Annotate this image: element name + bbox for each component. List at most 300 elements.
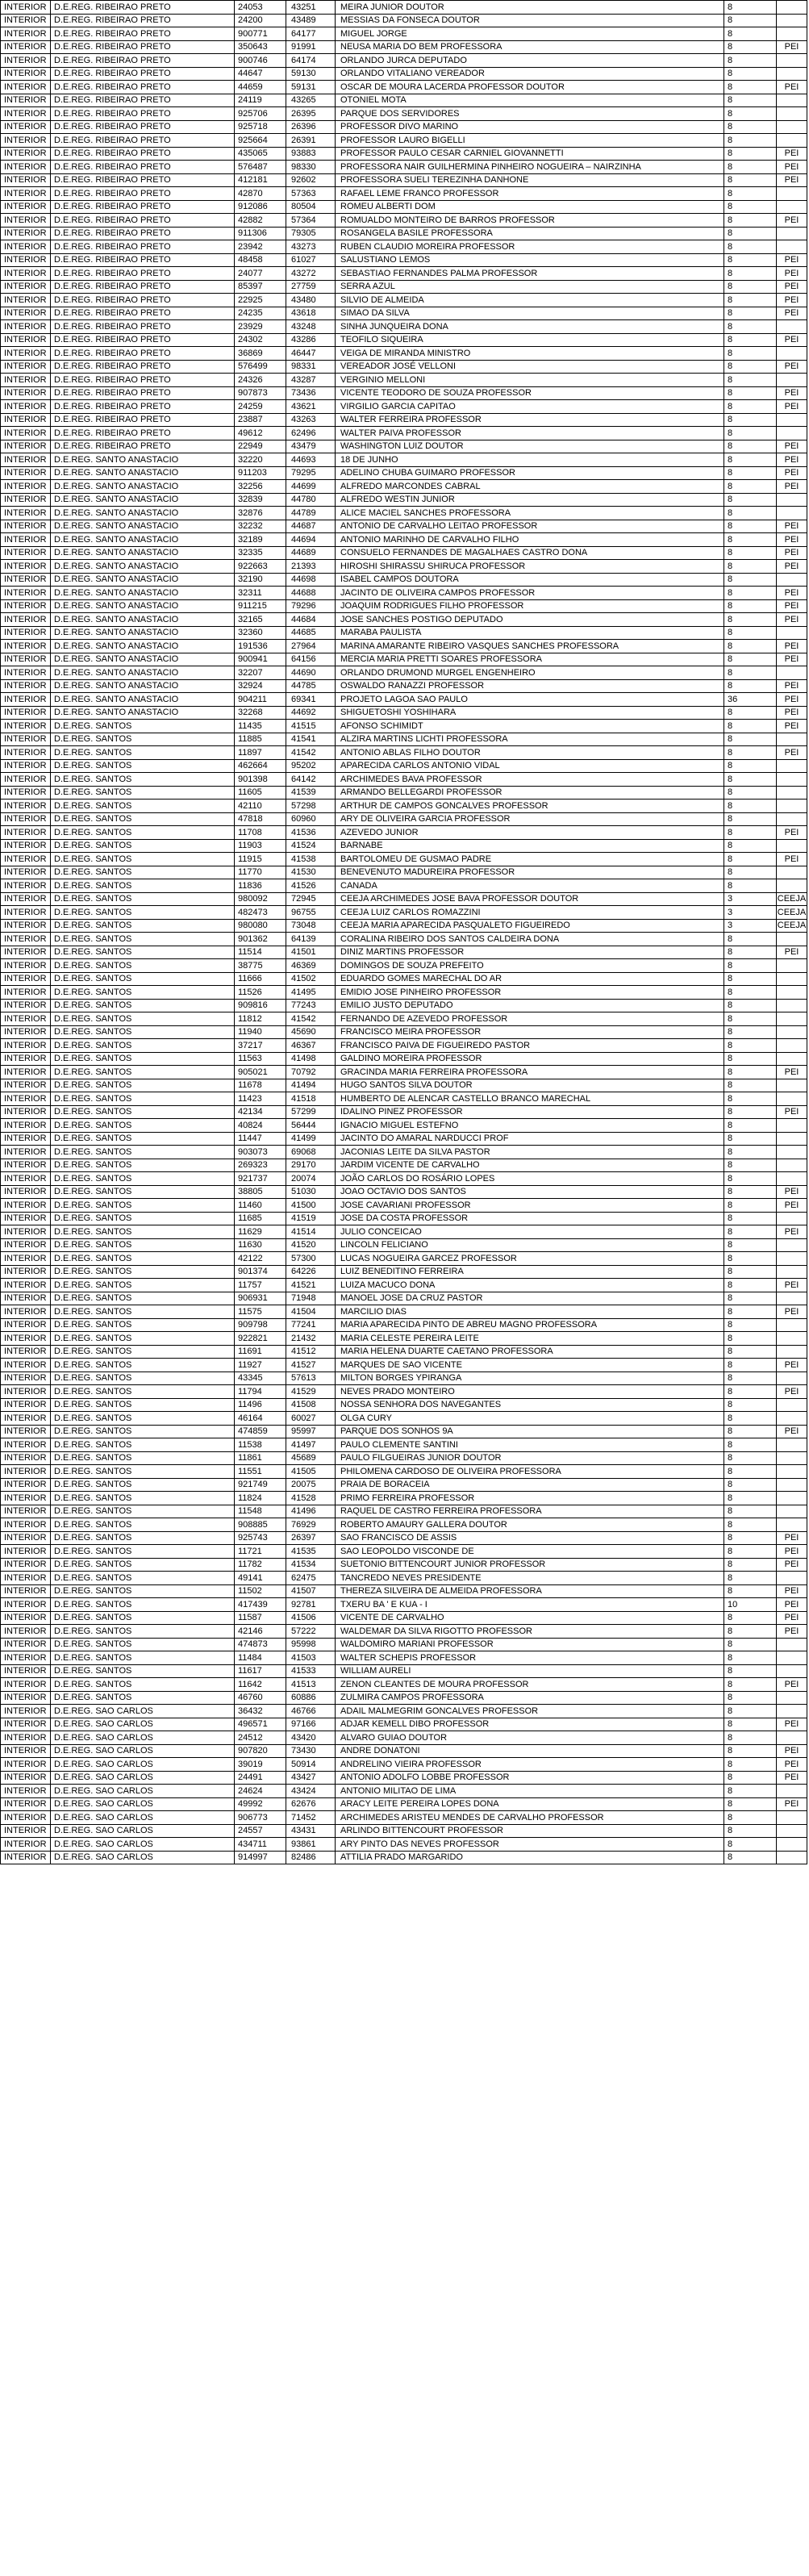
directorate-cell: D.E.REG. SAO CARLOS: [51, 1771, 235, 1785]
school-name-cell: PRAIA DE BORACEIA: [336, 1478, 724, 1492]
directorate-cell: D.E.REG. SANTOS: [51, 1225, 235, 1239]
directorate-cell: D.E.REG. SANTOS: [51, 1105, 235, 1119]
school-name-cell: HUGO SANTOS SILVA DOUTOR: [336, 1079, 724, 1092]
directorate-cell: D.E.REG. SANTOS: [51, 826, 235, 840]
program-cell: [777, 1025, 807, 1039]
school-code-cell: 412181: [235, 173, 286, 187]
school-code-cell: 11484: [235, 1651, 286, 1665]
directorate-cell: D.E.REG. RIBEIRAO PRETO: [51, 280, 235, 294]
program-cell: [777, 866, 807, 879]
unit-code-cell: 41519: [286, 1212, 336, 1225]
school-code-cell: 11824: [235, 1492, 286, 1505]
unit-code-cell: 46367: [286, 1039, 336, 1053]
hours-cell: 8: [724, 1146, 777, 1159]
hours-cell: 8: [724, 1785, 777, 1798]
region-cell: INTERIOR: [1, 1052, 51, 1066]
program-cell: CEEJA: [777, 919, 807, 933]
unit-code-cell: 26396: [286, 120, 336, 134]
school-name-cell: WALTER SCHEPIS PROFESSOR: [336, 1651, 724, 1665]
directorate-cell: D.E.REG. SAO CARLOS: [51, 1705, 235, 1718]
unit-code-cell: 41497: [286, 1438, 336, 1452]
hours-cell: 8: [724, 666, 777, 680]
program-cell: CEEJA: [777, 892, 807, 906]
program-cell: [777, 812, 807, 826]
hours-cell: 8: [724, 1545, 777, 1559]
hours-cell: 8: [724, 307, 777, 320]
region-cell: INTERIOR: [1, 240, 51, 254]
region-cell: INTERIOR: [1, 1505, 51, 1518]
school-code-cell: 24200: [235, 14, 286, 27]
school-name-cell: ADAIL MALMEGRIM GONCALVES PROFESSOR: [336, 1705, 724, 1718]
hours-cell: 8: [724, 1438, 777, 1452]
hours-cell: 8: [724, 440, 777, 453]
school-name-cell: PAULO FILGUEIRAS JUNIOR DOUTOR: [336, 1451, 724, 1465]
directorate-cell: D.E.REG. SANTOS: [51, 1625, 235, 1639]
school-code-cell: 925718: [235, 120, 286, 134]
table-row: [1, 640, 807, 653]
school-code-cell: 417439: [235, 1598, 286, 1612]
directorate-cell: D.E.REG. SANTOS: [51, 733, 235, 746]
hours-cell: 8: [724, 493, 777, 507]
program-cell: PEI: [777, 693, 807, 707]
program-cell: [777, 1345, 807, 1359]
table-row: [1, 440, 807, 453]
hours-cell: 8: [724, 1838, 777, 1852]
program-cell: PEI: [777, 253, 807, 267]
directorate-cell: D.E.REG. SANTOS: [51, 1119, 235, 1133]
program-cell: [777, 999, 807, 1012]
table-row: [1, 1438, 807, 1452]
region-cell: INTERIOR: [1, 1691, 51, 1705]
table-row: [1, 679, 807, 693]
region-cell: INTERIOR: [1, 1651, 51, 1665]
school-name-cell: THEREZA SILVEIRA DE ALMEIDA PROFESSORA: [336, 1584, 724, 1598]
school-name-cell: GALDINO MOREIRA PROFESSOR: [336, 1052, 724, 1066]
region-cell: INTERIOR: [1, 1851, 51, 1864]
table-row: [1, 706, 807, 720]
program-cell: [777, 972, 807, 986]
school-code-cell: 11782: [235, 1558, 286, 1572]
hours-cell: 8: [724, 1851, 777, 1864]
hours-cell: 8: [724, 720, 777, 733]
program-cell: PEI: [777, 599, 807, 613]
school-name-cell: OTONIEL MOTA: [336, 94, 724, 107]
school-code-cell: 85397: [235, 280, 286, 294]
table-row: [1, 1572, 807, 1585]
region-cell: INTERIOR: [1, 333, 51, 347]
hours-cell: 8: [724, 386, 777, 400]
directorate-cell: D.E.REG. SANTOS: [51, 759, 235, 773]
unit-code-cell: 26395: [286, 107, 336, 121]
unit-code-cell: 44698: [286, 573, 336, 587]
program-cell: PEI: [777, 679, 807, 693]
table-row: [1, 294, 807, 307]
school-code-cell: 925664: [235, 134, 286, 148]
directorate-cell: D.E.REG. SANTOS: [51, 986, 235, 1000]
table-row: [1, 919, 807, 933]
hours-cell: 8: [724, 773, 777, 787]
school-name-cell: WALDOMIRO MARIANI PROFESSOR: [336, 1638, 724, 1651]
region-cell: INTERIOR: [1, 1451, 51, 1465]
unit-code-cell: 62475: [286, 1572, 336, 1585]
school-name-cell: SILVIO DE ALMEIDA: [336, 294, 724, 307]
directorate-cell: D.E.REG. SANTO ANASTACIO: [51, 679, 235, 693]
school-code-cell: 42110: [235, 800, 286, 813]
region-cell: INTERIOR: [1, 214, 51, 228]
program-cell: [777, 773, 807, 787]
table-row: [1, 892, 807, 906]
school-code-cell: 435065: [235, 147, 286, 161]
unit-code-cell: 59130: [286, 67, 336, 81]
program-cell: PEI: [777, 40, 807, 54]
table-row: [1, 1638, 807, 1651]
region-cell: INTERIOR: [1, 1105, 51, 1119]
program-cell: PEI: [777, 400, 807, 414]
table-row: [1, 1625, 807, 1639]
hours-cell: 8: [724, 200, 777, 214]
school-code-cell: 11551: [235, 1465, 286, 1479]
table-row: [1, 1705, 807, 1718]
hours-cell: 8: [724, 946, 777, 959]
program-cell: [777, 800, 807, 813]
region-cell: INTERIOR: [1, 599, 51, 613]
region-cell: INTERIOR: [1, 666, 51, 680]
hours-cell: 8: [724, 253, 777, 267]
directorate-cell: D.E.REG. SANTOS: [51, 1398, 235, 1412]
directorate-cell: D.E.REG. RIBEIRAO PRETO: [51, 81, 235, 94]
program-cell: PEI: [777, 1359, 807, 1372]
school-name-cell: VEIGA DE MIRANDA MINISTRO: [336, 347, 724, 361]
school-code-cell: 911215: [235, 599, 286, 613]
unit-code-cell: 57364: [286, 214, 336, 228]
region-cell: INTERIOR: [1, 374, 51, 387]
program-cell: [777, 227, 807, 240]
hours-cell: 8: [724, 679, 777, 693]
region-cell: INTERIOR: [1, 480, 51, 494]
hours-cell: 8: [724, 1744, 777, 1758]
school-code-cell: 11575: [235, 1305, 286, 1319]
unit-code-cell: 43272: [286, 267, 336, 281]
table-row: [1, 507, 807, 520]
table-row: [1, 1505, 807, 1518]
program-cell: [777, 1731, 807, 1745]
hours-cell: 8: [724, 1758, 777, 1772]
table-row: [1, 1478, 807, 1492]
program-cell: [777, 1292, 807, 1305]
program-cell: [777, 134, 807, 148]
hours-cell: 8: [724, 1305, 777, 1319]
school-code-cell: 980080: [235, 919, 286, 933]
school-name-cell: WALDEMAR DA SILVA RIGOTTO PROFESSOR: [336, 1625, 724, 1639]
school-code-cell: 24557: [235, 1824, 286, 1838]
directorate-cell: D.E.REG. SANTO ANASTACIO: [51, 613, 235, 627]
school-code-cell: 11514: [235, 946, 286, 959]
unit-code-cell: 41538: [286, 853, 336, 866]
school-name-cell: EDUARDO GOMES MARECHAL DO AR: [336, 972, 724, 986]
unit-code-cell: 44693: [286, 453, 336, 467]
program-cell: [777, 187, 807, 201]
table-row: [1, 1664, 807, 1678]
directorate-cell: D.E.REG. SANTO ANASTACIO: [51, 573, 235, 587]
table-row: [1, 1771, 807, 1785]
table-row: [1, 1079, 807, 1092]
region-cell: INTERIOR: [1, 1744, 51, 1758]
school-code-cell: 32190: [235, 573, 286, 587]
school-name-cell: ADJAR KEMELL DIBO PROFESSOR: [336, 1718, 724, 1731]
school-name-cell: PRIMO FERREIRA PROFESSOR: [336, 1492, 724, 1505]
unit-code-cell: 95997: [286, 1425, 336, 1438]
table-row: [1, 1252, 807, 1266]
directorate-cell: D.E.REG. RIBEIRAO PRETO: [51, 253, 235, 267]
region-cell: INTERIOR: [1, 1572, 51, 1585]
school-code-cell: 23942: [235, 240, 286, 254]
table-row: [1, 161, 807, 174]
school-name-cell: ZULMIRA CAMPOS PROFESSORA: [336, 1691, 724, 1705]
hours-cell: 8: [724, 280, 777, 294]
directorate-cell: D.E.REG. RIBEIRAO PRETO: [51, 400, 235, 414]
hours-cell: 8: [724, 1492, 777, 1505]
hours-cell: 8: [724, 347, 777, 361]
directorate-cell: D.E.REG. RIBEIRAO PRETO: [51, 27, 235, 41]
school-code-cell: 980092: [235, 892, 286, 906]
unit-code-cell: 43286: [286, 333, 336, 347]
hours-cell: 8: [724, 54, 777, 68]
program-cell: PEI: [777, 1425, 807, 1438]
hours-cell: 8: [724, 107, 777, 121]
unit-code-cell: 41541: [286, 733, 336, 746]
table-row: [1, 81, 807, 94]
school-code-cell: 904211: [235, 693, 286, 707]
school-code-cell: 11548: [235, 1505, 286, 1518]
hours-cell: 8: [724, 1279, 777, 1292]
unit-code-cell: 41512: [286, 1345, 336, 1359]
school-code-cell: 36869: [235, 347, 286, 361]
school-code-cell: 42122: [235, 1252, 286, 1266]
region-cell: INTERIOR: [1, 546, 51, 560]
directorate-cell: D.E.REG. SANTOS: [51, 1066, 235, 1079]
school-name-cell: FRANCISCO MEIRA PROFESSOR: [336, 1025, 724, 1039]
hours-cell: 8: [724, 812, 777, 826]
unit-code-cell: 64156: [286, 653, 336, 666]
directorate-cell: D.E.REG. RIBEIRAO PRETO: [51, 94, 235, 107]
table-row: [1, 427, 807, 440]
unit-code-cell: 43265: [286, 94, 336, 107]
school-name-cell: JOSE CAVARIANI PROFESSOR: [336, 1199, 724, 1213]
region-cell: INTERIOR: [1, 14, 51, 27]
region-cell: INTERIOR: [1, 759, 51, 773]
school-name-cell: SHIGUETOSHI YOSHIHARA: [336, 706, 724, 720]
school-name-cell: ALICE MACIEL SANCHES PROFESSORA: [336, 507, 724, 520]
program-cell: [777, 1638, 807, 1651]
school-code-cell: 912086: [235, 200, 286, 214]
directorate-cell: D.E.REG. SAO CARLOS: [51, 1758, 235, 1772]
table-row: [1, 1185, 807, 1199]
program-cell: PEI: [777, 360, 807, 374]
hours-cell: 8: [724, 1105, 777, 1119]
unit-code-cell: 41542: [286, 1012, 336, 1026]
school-code-cell: 11915: [235, 853, 286, 866]
school-code-cell: 42870: [235, 187, 286, 201]
region-cell: INTERIOR: [1, 94, 51, 107]
school-name-cell: ANTONIO ADOLFO LOBBE PROFESSOR: [336, 1771, 724, 1785]
directorate-cell: D.E.REG. SANTOS: [51, 853, 235, 866]
school-name-cell: BARTOLOMEU DE GUSMAO PADRE: [336, 853, 724, 866]
hours-cell: 8: [724, 959, 777, 973]
region-cell: INTERIOR: [1, 959, 51, 973]
program-cell: [777, 1092, 807, 1106]
program-cell: PEI: [777, 1797, 807, 1811]
hours-cell: 8: [724, 1584, 777, 1598]
directorate-cell: D.E.REG. SANTOS: [51, 1505, 235, 1518]
hours-cell: 8: [724, 1345, 777, 1359]
program-cell: [777, 1824, 807, 1838]
school-code-cell: 11708: [235, 826, 286, 840]
program-cell: [777, 320, 807, 334]
hours-cell: 8: [724, 573, 777, 587]
directorate-cell: D.E.REG. SANTOS: [51, 1385, 235, 1399]
hours-cell: 8: [724, 267, 777, 281]
unit-code-cell: 43489: [286, 14, 336, 27]
table-row: [1, 173, 807, 187]
table-row: [1, 693, 807, 707]
school-name-cell: ARACY LEITE PEREIRA LOPES DONA: [336, 1797, 724, 1811]
directorate-cell: D.E.REG. SANTOS: [51, 1146, 235, 1159]
region-cell: INTERIOR: [1, 147, 51, 161]
program-cell: PEI: [777, 853, 807, 866]
program-cell: PEI: [777, 613, 807, 627]
school-name-cell: SAO LEOPOLDO VISCONDE DE: [336, 1545, 724, 1559]
region-cell: INTERIOR: [1, 839, 51, 853]
table-row: [1, 480, 807, 494]
hours-cell: 8: [724, 173, 777, 187]
hours-cell: 8: [724, 227, 777, 240]
table-row: [1, 1305, 807, 1319]
school-name-cell: JULIO CONCEICAO: [336, 1225, 724, 1239]
school-code-cell: 43345: [235, 1372, 286, 1385]
program-cell: [777, 507, 807, 520]
school-code-cell: 23929: [235, 320, 286, 334]
directorate-cell: D.E.REG. SANTOS: [51, 800, 235, 813]
unit-code-cell: 41542: [286, 746, 336, 760]
school-code-cell: 24624: [235, 1785, 286, 1798]
directorate-cell: D.E.REG. SANTO ANASTACIO: [51, 507, 235, 520]
hours-cell: 8: [724, 94, 777, 107]
table-row: [1, 1318, 807, 1332]
region-cell: INTERIOR: [1, 1584, 51, 1598]
region-cell: INTERIOR: [1, 427, 51, 440]
program-cell: [777, 1465, 807, 1479]
region-cell: INTERIOR: [1, 134, 51, 148]
program-cell: PEI: [777, 1545, 807, 1559]
school-name-cell: ORLANDO JURCA DEPUTADO: [336, 54, 724, 68]
unit-code-cell: 76929: [286, 1518, 336, 1532]
directorate-cell: D.E.REG. RIBEIRAO PRETO: [51, 240, 235, 254]
school-code-cell: 925743: [235, 1531, 286, 1545]
directorate-cell: D.E.REG. SANTOS: [51, 786, 235, 800]
unit-code-cell: 44789: [286, 507, 336, 520]
directorate-cell: D.E.REG. SANTOS: [51, 1079, 235, 1092]
directorate-cell: D.E.REG. RIBEIRAO PRETO: [51, 214, 235, 228]
school-code-cell: 22949: [235, 440, 286, 453]
region-cell: INTERIOR: [1, 280, 51, 294]
school-name-cell: ALVARO GUIAO DOUTOR: [336, 1731, 724, 1745]
school-name-cell: VICENTE TEODORO DE SOUZA PROFESSOR: [336, 386, 724, 400]
unit-code-cell: 44780: [286, 493, 336, 507]
hours-cell: 8: [724, 1731, 777, 1745]
directorate-cell: D.E.REG. SANTOS: [51, 1492, 235, 1505]
region-cell: INTERIOR: [1, 573, 51, 587]
region-cell: INTERIOR: [1, 1332, 51, 1346]
school-name-cell: JOÃO CARLOS DO ROSÁRIO LOPES: [336, 1172, 724, 1186]
program-cell: PEI: [777, 214, 807, 228]
school-name-cell: MARIA APARECIDA PINTO DE ABREU MAGNO PROFESSORA: [336, 1318, 724, 1332]
school-name-cell: ARCHIMEDES ARISTEU MENDES DE CARVALHO PROFESSOR: [336, 1811, 724, 1825]
hours-cell: 8: [724, 1505, 777, 1518]
directorate-cell: D.E.REG. SANTO ANASTACIO: [51, 626, 235, 640]
unit-code-cell: 92602: [286, 173, 336, 187]
program-cell: [777, 1398, 807, 1412]
directorate-cell: D.E.REG. RIBEIRAO PRETO: [51, 14, 235, 27]
school-name-cell: VEREADOR JOSÉ VELLONI: [336, 360, 724, 374]
school-name-cell: MARINA AMARANTE RIBEIRO VASQUES SANCHES PROFESSORA: [336, 640, 724, 653]
hours-cell: 8: [724, 466, 777, 480]
region-cell: INTERIOR: [1, 307, 51, 320]
school-code-cell: 11630: [235, 1238, 286, 1252]
directorate-cell: D.E.REG. SANTOS: [51, 1318, 235, 1332]
unit-code-cell: 82486: [286, 1851, 336, 1864]
hours-cell: 8: [724, 1025, 777, 1039]
region-cell: INTERIOR: [1, 892, 51, 906]
directorate-cell: D.E.REG. SANTOS: [51, 1212, 235, 1225]
school-code-cell: 11812: [235, 1012, 286, 1026]
hours-cell: 8: [724, 1518, 777, 1532]
hours-cell: 8: [724, 1359, 777, 1372]
program-cell: [777, 1012, 807, 1026]
school-code-cell: 922821: [235, 1332, 286, 1346]
hours-cell: 8: [724, 653, 777, 666]
program-cell: [777, 1172, 807, 1186]
hours-cell: 8: [724, 786, 777, 800]
school-code-cell: 350643: [235, 40, 286, 54]
school-code-cell: 576499: [235, 360, 286, 374]
table-row: [1, 720, 807, 733]
table-row: [1, 1146, 807, 1159]
school-code-cell: 914997: [235, 1851, 286, 1864]
directorate-cell: D.E.REG. RIBEIRAO PRETO: [51, 307, 235, 320]
program-cell: PEI: [777, 161, 807, 174]
program-cell: [777, 1651, 807, 1665]
hours-cell: 8: [724, 1185, 777, 1199]
school-code-cell: 38805: [235, 1185, 286, 1199]
hours-cell: 8: [724, 1039, 777, 1053]
table-row: [1, 307, 807, 320]
program-cell: PEI: [777, 946, 807, 959]
unit-code-cell: 98331: [286, 360, 336, 374]
unit-code-cell: 41515: [286, 720, 336, 733]
directorate-cell: D.E.REG. SANTOS: [51, 1651, 235, 1665]
directorate-cell: D.E.REG. SANTO ANASTACIO: [51, 666, 235, 680]
school-name-cell: ANTONIO ABLAS FILHO DOUTOR: [336, 746, 724, 760]
unit-code-cell: 43431: [286, 1824, 336, 1838]
school-code-cell: 900771: [235, 27, 286, 41]
school-name-cell: PROJETO LAGOA SAO PAULO: [336, 693, 724, 707]
region-cell: INTERIOR: [1, 1785, 51, 1798]
region-cell: INTERIOR: [1, 812, 51, 826]
directorate-cell: D.E.REG. SANTO ANASTACIO: [51, 493, 235, 507]
hours-cell: 8: [724, 1425, 777, 1438]
program-cell: PEI: [777, 720, 807, 733]
school-name-cell: PROFESSOR LAURO BIGELLI: [336, 134, 724, 148]
